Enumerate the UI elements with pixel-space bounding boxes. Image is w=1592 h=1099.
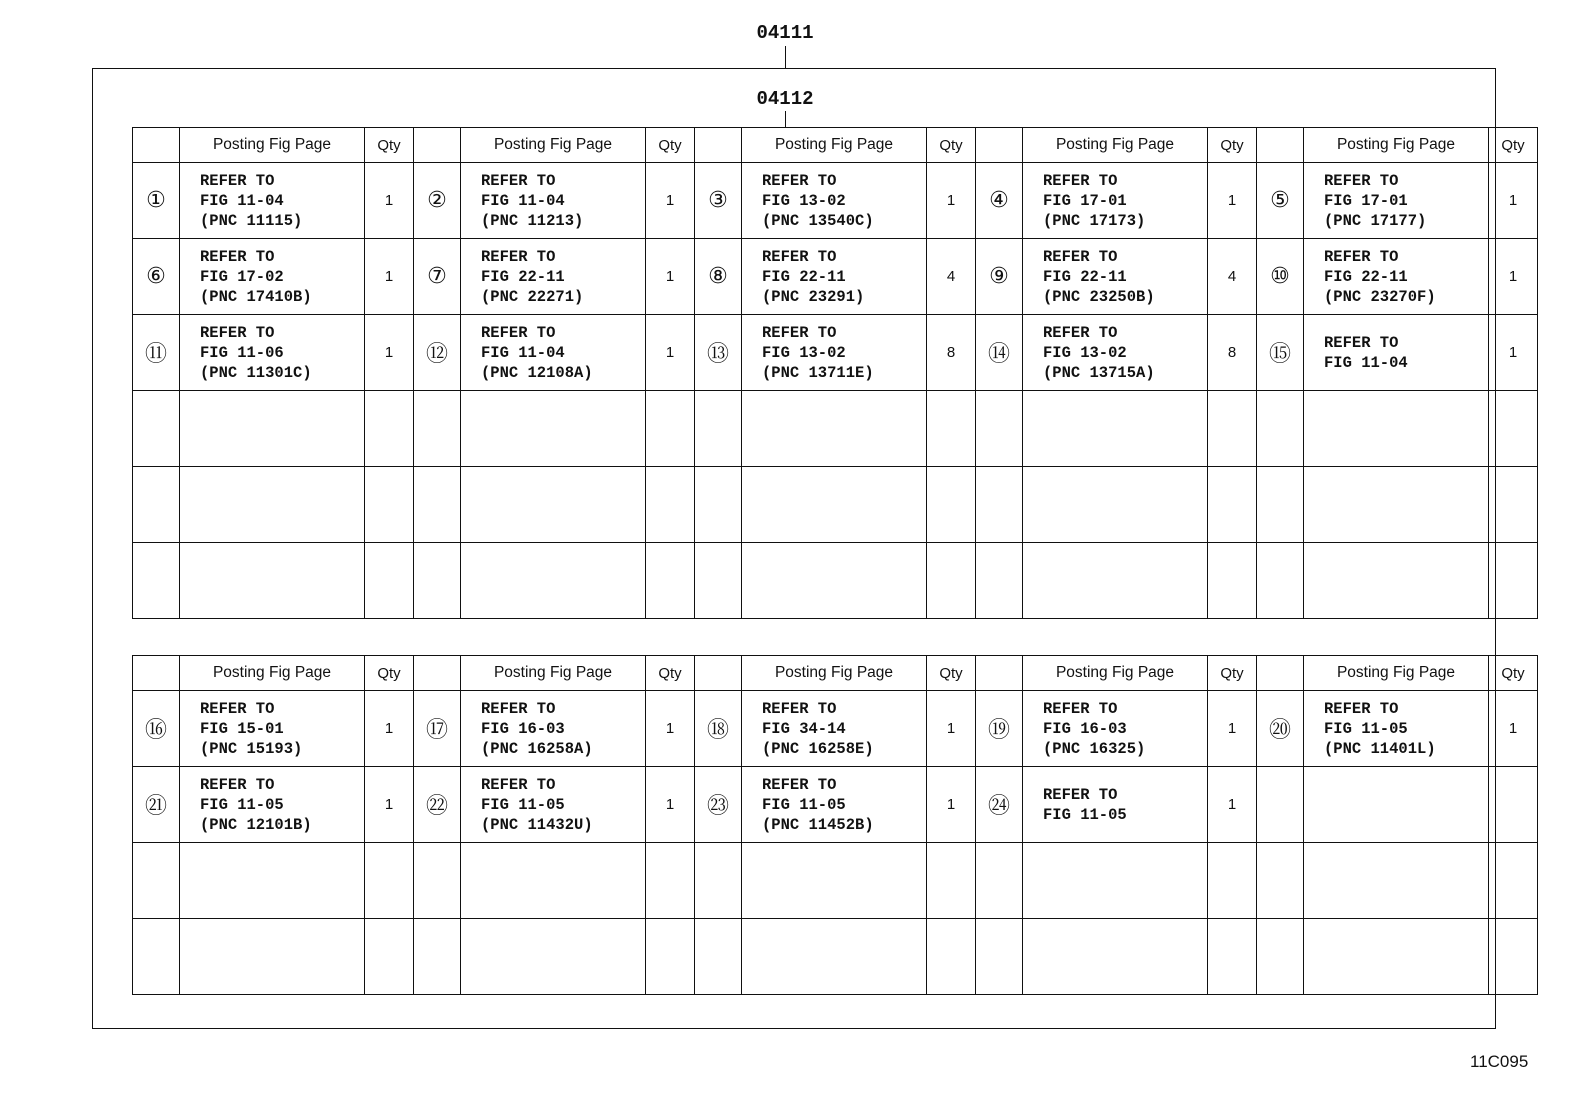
empty-ref-cell [180,543,365,619]
header-num-cell [414,656,461,691]
item-reference [1023,691,1208,767]
item-reference [1304,163,1489,239]
item-number: ⑰ [414,691,461,767]
reference-line: FIG 11-05 [1043,805,1127,824]
item-number: ⑲ [976,691,1023,767]
item-number: ⑬ [695,315,742,391]
reference-line: REFER TO [762,171,837,190]
item-reference [1023,315,1208,391]
reference-line: (PNC 17410B) [200,287,312,306]
table-row [133,239,1538,315]
empty-num-cell [1257,467,1304,543]
reference-line: REFER TO [1324,247,1399,266]
reference-line: (PNC 17173) [1043,211,1146,230]
empty-num-cell [1257,543,1304,619]
reference-line: (PNC 23250B) [1043,287,1155,306]
reference-line: FIG 17-01 [1043,191,1127,210]
empty-row [133,843,1538,919]
empty-num-cell [1257,919,1304,995]
reference-line: REFER TO [1324,333,1399,352]
header-num-cell [976,128,1023,163]
empty-num-cell [695,843,742,919]
empty-qty-cell [365,843,414,919]
item-reference [180,691,365,767]
item-number: ① [133,163,180,239]
reference-line: FIG 13-02 [762,343,846,362]
header-qty-label: Qty [646,656,695,691]
header-qty-label: Qty [927,656,976,691]
callout-inner: 04112 [756,88,814,110]
empty-ref-cell [742,467,927,543]
item-reference [742,691,927,767]
empty-ref-cell [742,543,927,619]
empty-qty-cell [927,843,976,919]
reference-line: FIG 22-11 [481,267,565,286]
empty-qty-cell [365,391,414,467]
item-number: ③ [695,163,742,239]
empty-ref-cell [180,843,365,919]
item-qty: 1 [365,691,414,767]
item-reference [180,315,365,391]
reference-line: (PNC 22271) [481,287,584,306]
reference-line: FIG 13-02 [1043,343,1127,362]
empty-ref-cell [742,919,927,995]
item-number: ⑮ [1257,315,1304,391]
empty-num-cell [976,919,1023,995]
item-reference [461,691,646,767]
item-qty: 1 [646,239,695,315]
reference-line: (PNC 12108A) [481,363,593,382]
header-num-cell [133,656,180,691]
callout-outer-leader [785,46,786,68]
empty-ref-cell [1023,543,1208,619]
reference-line: FIG 17-02 [200,267,284,286]
empty-row [133,919,1538,995]
item-qty: 1 [1208,163,1257,239]
reference-line: (PNC 11213) [481,211,584,230]
reference-line: REFER TO [200,171,275,190]
reference-line: (PNC 15193) [200,739,303,758]
item-number: ⑤ [1257,163,1304,239]
reference-line: FIG 11-05 [200,795,284,814]
header-num-cell [133,128,180,163]
item-qty: 1 [365,163,414,239]
empty-num-cell [1257,391,1304,467]
empty-qty-cell [1489,843,1538,919]
header-row [133,656,1538,691]
reference-line: (PNC 16325) [1043,739,1146,758]
empty-num-cell [414,391,461,467]
empty-num-cell [414,843,461,919]
empty-num-cell [695,391,742,467]
header-num-cell [1257,656,1304,691]
empty-ref-cell [742,391,927,467]
item-number: ⑫ [414,315,461,391]
item-qty: 4 [927,239,976,315]
empty-ref-cell [461,467,646,543]
empty-ref-cell [1023,919,1208,995]
empty-qty-cell [1489,467,1538,543]
item-reference [1023,163,1208,239]
reference-line: REFER TO [1043,247,1118,266]
item-reference [1304,767,1489,843]
item-reference [742,315,927,391]
item-qty: 4 [1208,239,1257,315]
empty-qty-cell [365,919,414,995]
empty-ref-cell [742,843,927,919]
empty-ref-cell [1023,391,1208,467]
header-qty-label: Qty [927,128,976,163]
header-num-cell [695,656,742,691]
item-qty: 1 [365,767,414,843]
item-qty: 8 [1208,315,1257,391]
item-number: ㉔ [976,767,1023,843]
reference-line: FIG 13-02 [762,191,846,210]
item-qty: 8 [927,315,976,391]
item-number: ㉑ [133,767,180,843]
reference-line: FIG 15-01 [200,719,284,738]
header-ref-label: Posting Fig Page [1304,128,1489,163]
empty-qty-cell [1489,543,1538,619]
diagram-code: 11C095 [1470,1052,1529,1071]
empty-row [133,543,1538,619]
reference-line: (PNC 11301C) [200,363,312,382]
empty-num-cell [695,543,742,619]
table-row [133,691,1538,767]
reference-line: FIG 22-11 [1324,267,1408,286]
empty-qty-cell [1208,467,1257,543]
empty-num-cell [133,391,180,467]
empty-qty-cell [646,467,695,543]
header-qty-label: Qty [1489,656,1538,691]
item-number: ⑪ [133,315,180,391]
reference-line: (PNC 23291) [762,287,865,306]
reference-line: FIG 11-04 [1324,353,1408,372]
item-reference [461,767,646,843]
empty-num-cell [1257,843,1304,919]
item-reference [1023,239,1208,315]
reference-line: REFER TO [481,247,556,266]
reference-line: FIG 16-03 [1043,719,1127,738]
reference-line: REFER TO [1043,785,1118,804]
reference-line: (PNC 12101B) [200,815,312,834]
empty-qty-cell [1208,843,1257,919]
item-reference [461,163,646,239]
item-reference [180,163,365,239]
header-ref-label: Posting Fig Page [742,128,927,163]
callout-outer: 04111 [756,22,814,44]
header-ref-label: Posting Fig Page [1304,656,1489,691]
item-number: ④ [976,163,1023,239]
reference-line: REFER TO [1324,699,1399,718]
empty-qty-cell [1208,919,1257,995]
item-number: ⑱ [695,691,742,767]
item-reference [742,163,927,239]
empty-ref-cell [1304,467,1489,543]
empty-num-cell [133,543,180,619]
reference-line: REFER TO [481,171,556,190]
item-number: ⑩ [1257,239,1304,315]
reference-line: FIG 11-04 [200,191,284,210]
item-number: ㉒ [414,767,461,843]
item-qty: 1 [1208,691,1257,767]
reference-line: FIG 34-14 [762,719,846,738]
item-qty: 1 [646,163,695,239]
item-number: ⑯ [133,691,180,767]
empty-ref-cell [1023,843,1208,919]
reference-line: (PNC 11452B) [762,815,874,834]
empty-num-cell [976,391,1023,467]
header-ref-label: Posting Fig Page [742,656,927,691]
reference-line: REFER TO [762,699,837,718]
item-reference [180,239,365,315]
reference-line: REFER TO [200,247,275,266]
reference-line: (PNC 13540C) [762,211,874,230]
item-reference [461,239,646,315]
header-ref-label: Posting Fig Page [180,128,365,163]
reference-table-bottom [132,655,1538,995]
empty-qty-cell [646,543,695,619]
empty-ref-cell [1304,543,1489,619]
reference-line: REFER TO [1324,171,1399,190]
empty-num-cell [976,467,1023,543]
header-ref-label: Posting Fig Page [1023,656,1208,691]
reference-line: FIG 11-06 [200,343,284,362]
reference-line: (PNC 11401L) [1324,739,1436,758]
item-qty: 1 [927,767,976,843]
header-row [133,128,1538,163]
reference-line: (PNC 13715A) [1043,363,1155,382]
item-qty: 1 [927,691,976,767]
header-ref-label: Posting Fig Page [461,656,646,691]
header-ref-label: Posting Fig Page [1023,128,1208,163]
empty-ref-cell [180,391,365,467]
reference-line: FIG 11-05 [1324,719,1408,738]
reference-line: (PNC 11432U) [481,815,593,834]
item-qty: 1 [646,691,695,767]
item-qty: 1 [1208,767,1257,843]
empty-qty-cell [927,467,976,543]
reference-line: REFER TO [200,323,275,342]
item-reference [180,767,365,843]
header-num-cell [1257,128,1304,163]
reference-line: FIG 11-05 [481,795,565,814]
item-reference [461,315,646,391]
empty-qty-cell [927,919,976,995]
item-reference [742,239,927,315]
empty-qty-cell [365,467,414,543]
reference-line: FIG 22-11 [762,267,846,286]
reference-line: REFER TO [762,323,837,342]
empty-num-cell [133,843,180,919]
item-qty: 1 [1489,163,1538,239]
empty-qty-cell [927,543,976,619]
reference-table-top [132,127,1538,619]
empty-num-cell [695,919,742,995]
item-number: ⑧ [695,239,742,315]
item-number: ⑭ [976,315,1023,391]
empty-qty-cell [646,919,695,995]
empty-num-cell [414,919,461,995]
empty-ref-cell [1304,843,1489,919]
item-qty: 1 [646,767,695,843]
reference-line: FIG 11-04 [481,343,565,362]
reference-line: (PNC 11115) [200,211,303,230]
item-qty: 1 [1489,691,1538,767]
header-num-cell [976,656,1023,691]
header-ref-label: Posting Fig Page [461,128,646,163]
header-qty-label: Qty [365,128,414,163]
reference-line: REFER TO [762,775,837,794]
reference-line: FIG 22-11 [1043,267,1127,286]
item-qty: 1 [646,315,695,391]
item-reference [1023,767,1208,843]
item-number: ⑳ [1257,691,1304,767]
item-qty: 1 [365,239,414,315]
empty-num-cell [133,919,180,995]
empty-ref-cell [461,391,646,467]
callout-inner-leader [785,111,786,127]
header-qty-label: Qty [1208,128,1257,163]
reference-line: REFER TO [481,775,556,794]
reference-line: (PNC 13711E) [762,363,874,382]
empty-ref-cell [461,919,646,995]
item-reference [1304,691,1489,767]
empty-qty-cell [646,843,695,919]
reference-line: FIG 11-05 [762,795,846,814]
table-row [133,315,1538,391]
item-number: ⑨ [976,239,1023,315]
empty-qty-cell [646,391,695,467]
empty-ref-cell [180,467,365,543]
reference-line: REFER TO [1043,699,1118,718]
empty-num-cell [695,467,742,543]
item-qty: 1 [365,315,414,391]
item-number [1257,767,1304,843]
item-qty: 1 [1489,315,1538,391]
item-qty: 1 [1489,239,1538,315]
reference-line: REFER TO [200,775,275,794]
reference-line: (PNC 16258E) [762,739,874,758]
empty-num-cell [414,543,461,619]
reference-line: (PNC 16258A) [481,739,593,758]
empty-qty-cell [365,543,414,619]
reference-line: REFER TO [200,699,275,718]
reference-line: FIG 11-04 [481,191,565,210]
empty-row [133,391,1538,467]
empty-ref-cell [461,843,646,919]
empty-num-cell [976,843,1023,919]
table-row [133,767,1538,843]
empty-num-cell [976,543,1023,619]
empty-qty-cell [1208,391,1257,467]
reference-line: FIG 16-03 [481,719,565,738]
table-row [133,163,1538,239]
item-number: ⑦ [414,239,461,315]
reference-line: REFER TO [762,247,837,266]
empty-ref-cell [1304,391,1489,467]
header-num-cell [695,128,742,163]
empty-num-cell [133,467,180,543]
item-number: ⑥ [133,239,180,315]
item-number: ㉓ [695,767,742,843]
header-qty-label: Qty [1208,656,1257,691]
reference-line: REFER TO [481,323,556,342]
item-qty: 1 [927,163,976,239]
item-number: ② [414,163,461,239]
empty-qty-cell [927,391,976,467]
empty-qty-cell [1489,391,1538,467]
empty-ref-cell [180,919,365,995]
reference-line: (PNC 17177) [1324,211,1427,230]
empty-row [133,467,1538,543]
item-reference [1304,239,1489,315]
empty-ref-cell [461,543,646,619]
empty-num-cell [414,467,461,543]
header-qty-label: Qty [646,128,695,163]
reference-line: (PNC 23270F) [1324,287,1436,306]
empty-ref-cell [1023,467,1208,543]
item-reference [1304,315,1489,391]
header-qty-label: Qty [1489,128,1538,163]
item-reference [742,767,927,843]
empty-qty-cell [1489,919,1538,995]
header-ref-label: Posting Fig Page [180,656,365,691]
reference-line: REFER TO [481,699,556,718]
empty-qty-cell [1208,543,1257,619]
empty-ref-cell [1304,919,1489,995]
reference-line: REFER TO [1043,323,1118,342]
reference-line: FIG 17-01 [1324,191,1408,210]
item-qty [1489,767,1538,843]
header-num-cell [414,128,461,163]
header-qty-label: Qty [365,656,414,691]
reference-line: REFER TO [1043,171,1118,190]
